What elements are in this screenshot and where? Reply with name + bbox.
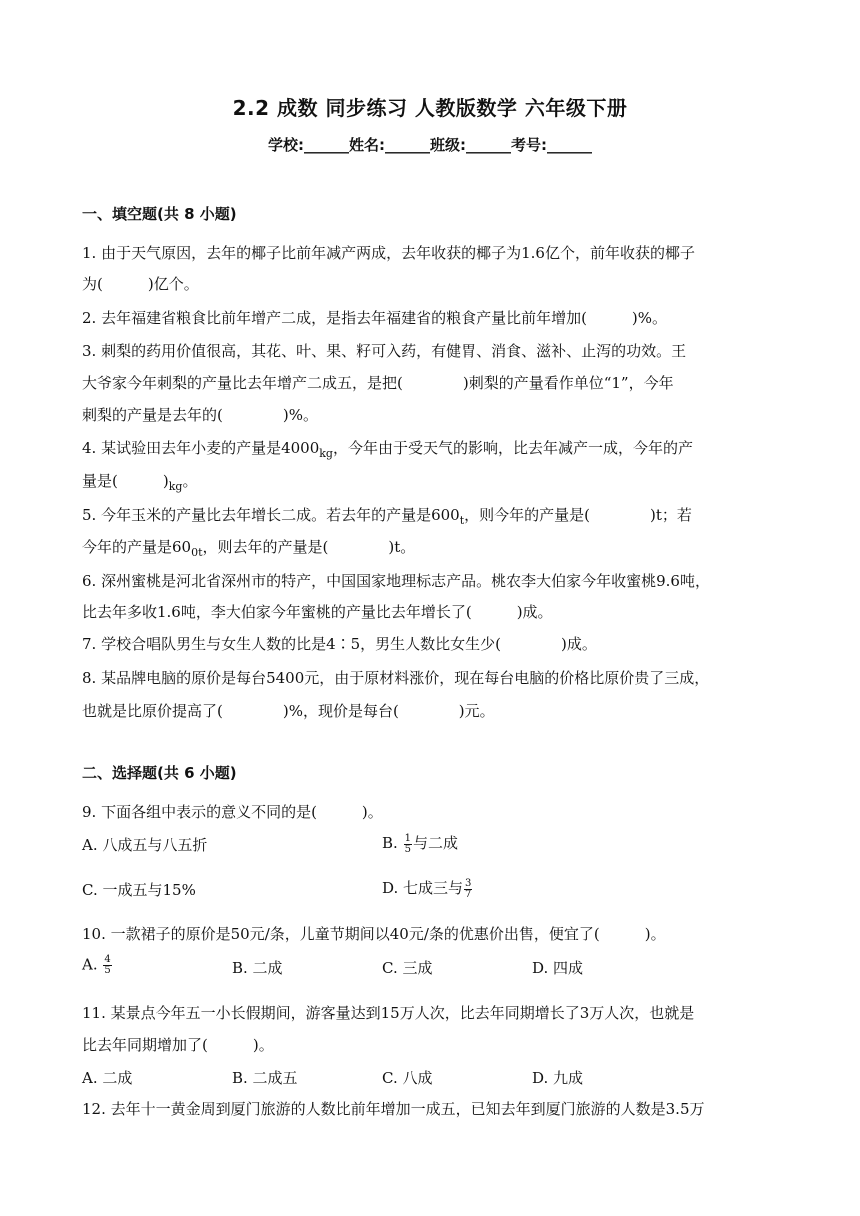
fraction-denominator: 5 [104, 965, 111, 976]
q11-option-d: D. 九成 [532, 1069, 584, 1087]
q9-b-text: 与二成 [412, 834, 458, 852]
q11-option-c: C. 八成 [382, 1069, 433, 1087]
question-9: 9. 下面各组中表示的意义不同的是( )。 [82, 803, 383, 821]
question-1-line-1: 1. 由于天气原因，去年的椰子比前年减产两成，去年收获的椰子为1.6亿个，前年收获的椰子 [82, 244, 695, 262]
q4-text-a: 4. 某试验田去年小麦的产量是4000 [82, 439, 320, 457]
fraction-numerator: 4 [104, 954, 111, 965]
question-2: 2. 去年福建省粮食比前年增产二成，是指去年福建省的粮食产量比前年增加( )%。 [82, 309, 668, 327]
question-7: 7. 学校合唱队男生与女生人数的比是4∶5，男生人数比女生少( )成。 [82, 635, 597, 653]
q9-option-c: C. 一成五与15% [82, 881, 196, 899]
question-4-line-2 [82, 470, 782, 493]
question-11-line-2: 比去年同期增加了( )。 [82, 1036, 274, 1054]
student-info-line: 学校:______姓名:______班级:______考号:______ [268, 136, 592, 154]
q9-b-label: B. [382, 834, 403, 852]
question-5-line-1 [82, 504, 782, 527]
q5-unit-t-2: 0t [191, 546, 203, 559]
q4-unit-kg: kg [319, 447, 333, 460]
q4-text-d: 。 [182, 472, 198, 490]
q10-a-label: A. [82, 955, 103, 974]
q5-text-a: 5. 今年玉米的产量比去年增长二成。若去年的产量是600 [82, 506, 460, 524]
question-6-line-1: 6. 深州蜜桃是河北省深州市的特产，中国国家地理标志产品。桃农李大伯家今年收蜜桃9.6吨， [82, 572, 710, 590]
question-3-line-3: 刺梨的产量是去年的( )%。 [82, 406, 318, 424]
q11-option-a: A. 二成 [82, 1069, 133, 1087]
question-8-line-2: 也就是比原价提高了( )%，现价是每台( )元。 [82, 702, 495, 720]
q5-text-b: ，则今年的产量是( )t；若 [464, 506, 692, 524]
q4-text-b: ，今年由于受天气的影响，比去年减产一成，今年的产 [332, 439, 693, 457]
fraction-three-sevenths [464, 879, 472, 900]
q9-option-b [382, 832, 458, 855]
q9-option-a: A. 八成五与八五折 [82, 836, 208, 854]
question-8-line-1: 8. 某品牌电脑的原价是每台5400元，由于原材料涨价，现在每台电脑的价格比原价贵了三成， [82, 669, 710, 687]
q9-d-label: D. 七成三与 [382, 879, 464, 897]
section-choice-heading: 二、选择题(共 6 小题) [82, 764, 237, 782]
q5-unit-t: t [459, 514, 465, 527]
question-3-line-1: 3. 刺梨的药用价值很高，其花、叶、果、籽可入药，有健胃、消食、滋补、止泻的功效。王 [82, 342, 687, 360]
q10-option-a [82, 955, 113, 976]
q9-option-d [382, 877, 473, 900]
q4-unit-kg-2: kg [168, 480, 183, 493]
question-11-line-1: 11. 某景点今年五一小长假期间，游客量达到15万人次，比去年同期增长了3万人次，也就是 [82, 1004, 695, 1022]
question-4-line-1 [82, 437, 782, 460]
section-fill-in-heading: 一、填空题(共 8 小题) [82, 205, 237, 223]
fraction-one-fifth [404, 834, 412, 855]
fraction-numerator: 3 [465, 877, 472, 889]
fraction-four-fifths [103, 955, 111, 976]
fraction-numerator: 1 [404, 832, 411, 844]
q4-text-c: 量是( ) [82, 472, 169, 490]
question-12-line-1: 12. 去年十一黄金周到厦门旅游的人数比前年增加一成五，已知去年到厦门旅游的人数是3.5万 [82, 1100, 705, 1118]
q10-option-c: C. 三成 [382, 959, 433, 977]
page-title: 2.2 成数 同步练习 人教版数学 六年级下册 [232, 96, 628, 120]
question-1-line-2: 为( )亿个。 [82, 275, 199, 293]
question-10: 10. 一款裙子的原价是50元/条，儿童节期间以40元/条的优惠价出售，便宜了( )。 [82, 925, 666, 943]
fraction-denominator: 5 [404, 843, 411, 855]
question-6-line-2: 比去年多收1.6吨，李大伯家今年蜜桃的产量比去年增长了( )成。 [82, 603, 553, 621]
question-5-line-2 [82, 536, 782, 559]
q5-text-d: ，则去年的产量是( )t。 [202, 538, 416, 556]
fraction-denominator: 7 [465, 888, 472, 900]
q5-text-c: 今年的产量是60 [82, 538, 192, 556]
q11-option-b: B. 二成五 [232, 1069, 298, 1087]
q10-option-b: B. 二成 [232, 959, 283, 977]
q10-option-d: D. 四成 [532, 959, 584, 977]
question-3-line-2: 大爷家今年刺梨的产量比去年增产二成五，是把( )刺梨的产量看作单位“1”，今年 [82, 374, 674, 392]
